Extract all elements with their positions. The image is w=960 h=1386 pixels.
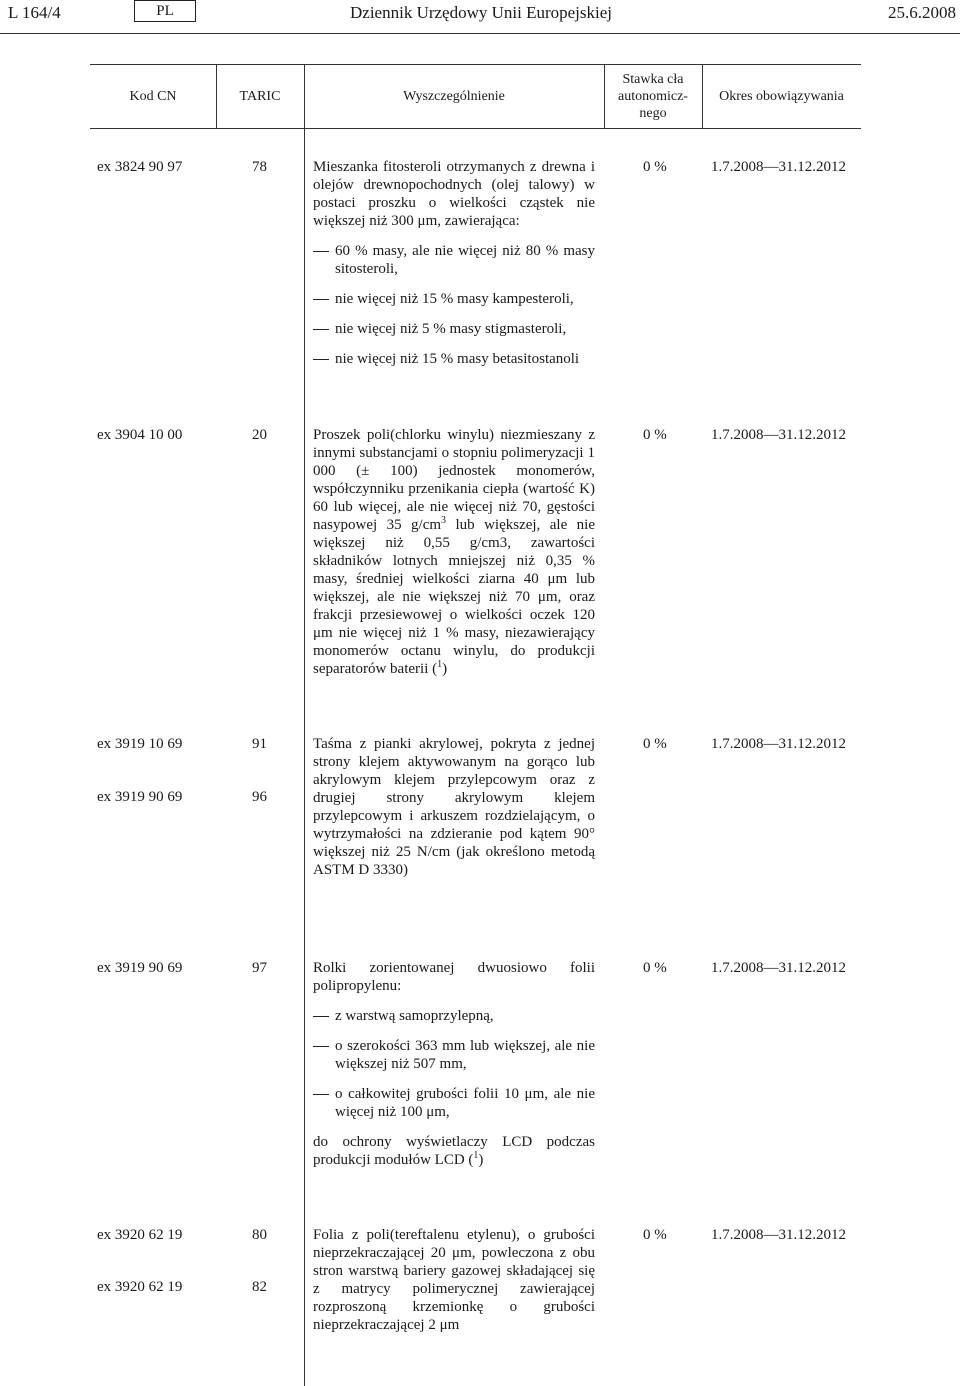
language-badge: PL (134, 0, 196, 22)
row-taric-code: 96 (252, 789, 267, 805)
row-cn-code: ex 3920 62 19 (97, 1279, 183, 1295)
row-description: Folia z poli(tereftalenu etylenu), o grubości nieprzekraczającej 20 μm, powleczona z obu stron warstwą bariery gazowej składającej się z matrycy polimerycznej zawierającej rozproszoną krzemionkę o grubości nieprzekraczającej 2 μm (313, 1227, 595, 1333)
row-duty-rate: 0 % (643, 1227, 667, 1243)
column-header-description: Wyszczególnienie (403, 88, 505, 104)
row-cn-code: ex 3919 90 69 (97, 789, 183, 805)
row-validity-period: 1.7.2008—31.12.2012 (711, 1227, 846, 1243)
row-validity-period: 1.7.2008—31.12.2012 (711, 159, 846, 175)
row-cn-code: ex 3904 10 00 (97, 427, 183, 443)
row-description: Proszek poli(chlorku winylu) niezmieszany z innymi substancjami o stopniu polimeryzacji 1 000 (± 100) jednostek monomerów, współczynniku przenikania ciepła (wartość K) 60 lub więcej, ale nie więcej niż 70, gęstości nasypowej 35 $g/cm^3$ lub większej, ale nie większej niż 0,55 g/cm3, zawartości składników lotnych mniejszej niż 0,35 % masy, średniej wielkości ziarna 40 μm lub większej, ale nie większej niż 70 μm, oraz frakcji przesiewowej o wielkości oczek 120 μm nie więcej niż 1 % masy, niezawierający monomerów octanu winylu, do produkcji separatorów baterii ($^1$) (313, 427, 595, 677)
page-header (0, 0, 960, 34)
row-cn-code: ex 3824 90 97 (97, 159, 183, 175)
column-header-cn: Kod CN (129, 88, 177, 104)
column-header-taric: TARIC (239, 88, 281, 104)
column-divider (304, 64, 305, 1386)
row-duty-rate: 0 % (643, 736, 667, 752)
row-validity-period: 1.7.2008—31.12.2012 (711, 427, 846, 443)
row-duty-rate: 0 % (643, 960, 667, 976)
row-validity-period: 1.7.2008—31.12.2012 (711, 736, 846, 752)
row-cn-code: ex 3919 10 69 (97, 736, 183, 752)
row-taric-code: 91 (252, 736, 267, 752)
row-taric-code: 82 (252, 1279, 267, 1295)
row-description: Rolki zorientowanej dwuosiowo folii polipropylenu: z warstwą samoprzylepną, o szerokości 363 mm lub większej, ale nie większej niż 507 mm, o całkowitej grubości folii 10 μm, ale nie więcej niż 100 μm, do ochrony wyświetlaczy LCD podczas produkcji modułów LCD ($^1$) (313, 960, 595, 1168)
row-description: Mieszanka fitosteroli otrzymanych z drewna i olejów drewnopochodnych (olej talowy) w postaci proszku o wielkości cząstek nie większej niż 300 μm, zawierająca: 60 % masy, ale nie więcej niż 80 % masy sitosteroli, nie więcej niż 15 % masy kampesteroli, nie więcej niż 5 % masy stigmasteroli, nie więcej niż 15 % masy betasitostanoli (313, 159, 595, 367)
row-duty-rate: 0 % (643, 159, 667, 175)
row-cn-code: ex 3920 62 19 (97, 1227, 183, 1243)
row-taric-code: 20 (252, 427, 267, 443)
row-validity-period: 1.7.2008—31.12.2012 (711, 960, 846, 976)
row-taric-code: 78 (252, 159, 267, 175)
page-number: L 164/4 (8, 3, 61, 22)
header-rule (0, 33, 960, 34)
column-header-period: Okres obowiązywania (719, 88, 844, 104)
table-head-rule (90, 128, 861, 129)
publication-date: 25.6.2008 (888, 3, 956, 22)
footnote-ref: 1 (437, 659, 443, 670)
column-header-rate: Stawka cła autonomicz- nego (618, 71, 688, 121)
row-taric-code: 80 (252, 1227, 267, 1243)
row-description: Taśma z pianki akrylowej, pokryta z jednej strony klejem aktywowanym na gorąco lub akrylowym klejem przylepcowym oraz z drugiej strony akrylowym klejem przylepcowym i arkuszem rozdzielającym, o wytrzymałości na zdzieranie pod kątem 90° większej niż 25 N/cm (jak określono metodą ASTM D 3330) (313, 736, 595, 878)
footnote-ref: 1 (473, 1150, 479, 1161)
journal-title: Dziennik Urzędowy Unii Europejskiej (350, 3, 613, 22)
row-cn-code: ex 3919 90 69 (97, 960, 183, 976)
row-taric-code: 97 (252, 960, 267, 976)
row-duty-rate: 0 % (643, 427, 667, 443)
superscript: 3 (441, 515, 447, 526)
